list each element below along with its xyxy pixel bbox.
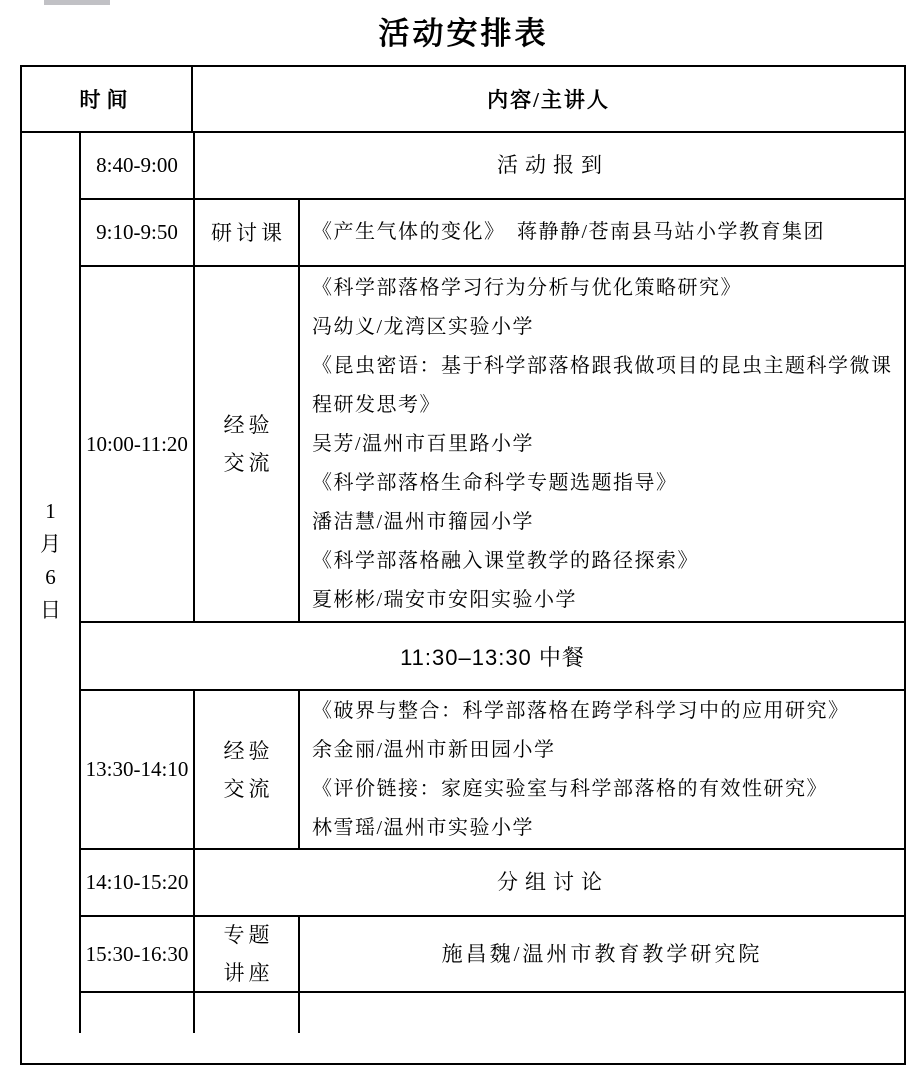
content-line: 《科学部落格学习行为分析与优化策略研究》 xyxy=(312,276,742,299)
session-type-cell xyxy=(195,200,300,265)
time-cell: 10:00-11:20 xyxy=(81,267,195,621)
time-cell: 8:40-9:00 xyxy=(81,133,195,198)
session-type-cell xyxy=(195,691,300,848)
content-line: 《科学部落格融入课堂教学的路径探索》 xyxy=(312,549,699,572)
content-line: 余金丽/温州市新田园小学 xyxy=(312,738,556,761)
table-row-group-discussion xyxy=(81,850,904,917)
content-line: 程研发思考》 xyxy=(312,393,441,416)
time-cell: 9:10-9:50 xyxy=(81,200,195,265)
content-line: 《产生气体的变化》 蒋静静/苍南县马站小学教育集团 xyxy=(312,221,826,243)
schedule-rows xyxy=(81,133,904,1033)
content-cell xyxy=(300,200,904,265)
session-type-label: 交流 xyxy=(223,451,274,475)
header-cell-time: 时间 xyxy=(22,67,193,131)
content-line: 林雪瑶/温州市实验小学 xyxy=(312,816,535,839)
time-cell: 13:30-14:10 xyxy=(81,691,195,848)
table-row-partial xyxy=(81,993,904,1033)
table-row-seminar-lesson xyxy=(81,200,904,267)
time-cell: 14:10-15:20 xyxy=(81,850,195,915)
content-cell xyxy=(300,993,904,1033)
page-title: 活动安排表 xyxy=(378,16,549,51)
content-line: 夏彬彬/瑞安市安阳实验小学 xyxy=(312,588,578,611)
date-cell xyxy=(22,133,81,1033)
header-cell-content: 内容/主讲人 xyxy=(487,88,610,112)
time-cell xyxy=(81,993,195,1033)
table-header-row xyxy=(22,67,904,133)
content-line: 《评价链接：家庭实验室与科学部落格的有效性研究》 xyxy=(312,777,828,800)
content-line: 吴芳/温州市百里路小学 xyxy=(312,432,535,455)
top-edge-fragment xyxy=(44,0,110,5)
lunch-label: 11:30–13:30 中餐 xyxy=(400,644,585,670)
table-row-registration xyxy=(81,133,904,200)
date-char: 6 xyxy=(45,565,56,589)
session-type-cell xyxy=(195,917,300,991)
table-body xyxy=(22,133,904,1033)
schedule-table xyxy=(20,65,906,1065)
content-line: 潘洁慧/温州市籀园小学 xyxy=(312,510,535,533)
content-line: 《科学部落格生命科学专题选题指导》 xyxy=(312,471,678,494)
content-cell: 分组讨论 xyxy=(497,870,609,894)
session-type-cell xyxy=(195,267,300,621)
session-type-label: 专题 xyxy=(223,923,274,947)
content-line: 施昌魏/温州市教育教学研究院 xyxy=(441,941,763,966)
table-row-experience-sharing-pm xyxy=(81,691,904,850)
table-row-lecture xyxy=(81,917,904,993)
session-type-label: 交流 xyxy=(223,776,274,801)
date-char: 月 xyxy=(40,532,61,556)
table-row-experience-sharing-am xyxy=(81,267,904,623)
session-type-label: 经验 xyxy=(223,738,274,763)
date-char: 1 xyxy=(45,499,56,523)
content-cell xyxy=(300,267,904,621)
content-line: 《昆虫密语：基于科学部落格跟我做项目的昆虫主题科学微课 xyxy=(312,354,893,377)
session-type-label: 讲座 xyxy=(223,961,274,985)
content-line: 冯幼义/龙湾区实验小学 xyxy=(312,315,535,338)
date-char: 日 xyxy=(40,598,61,622)
content-cell xyxy=(300,691,904,848)
table-row-lunch xyxy=(81,623,904,691)
session-type-label: 研讨课 xyxy=(211,220,286,245)
session-type-label: 经验 xyxy=(223,413,274,437)
time-cell: 15:30-16:30 xyxy=(81,917,195,991)
content-cell xyxy=(300,917,904,991)
content-cell: 活动报到 xyxy=(497,153,609,177)
content-line: 《破界与整合：科学部落格在跨学科学习中的应用研究》 xyxy=(312,699,850,722)
session-type-cell xyxy=(195,993,300,1033)
